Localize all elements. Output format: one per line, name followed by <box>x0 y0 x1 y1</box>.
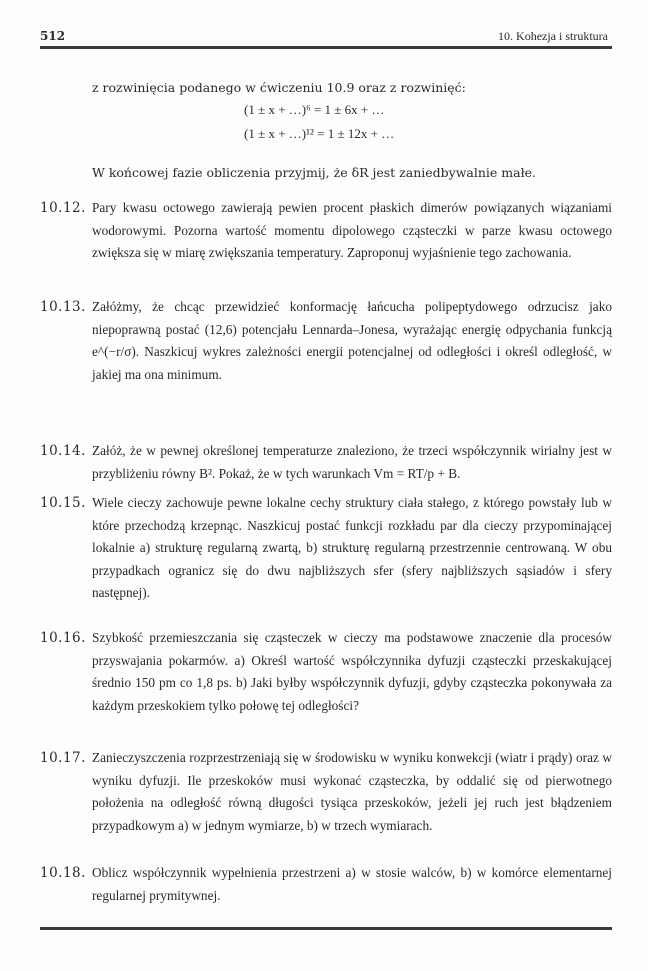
exercise-number: 10.17. <box>40 750 86 766</box>
exercise-text: Załóżmy, że chcąc przewidzieć konformację łańcucha polipeptydowego odrzucisz jako niepoprawną postać (12,6) potencjału Lennarda–Jonesa, wyrażając energię odpychania funkcją e^(−r/σ). Naszkicuj wykres zależności energii potencjalnej od odległości i określ odległość, w jakiej ma ona minimum. <box>92 299 612 382</box>
exercise-number: 10.18. <box>40 865 86 881</box>
exercise-text: Szybkość przemieszczania się cząsteczek w cieczy ma podstawowe znaczenie dla procesów przyswajania pokarmów. a) Określ wartość współczynnika dyfuzji cząsteczki przeskakującej średnio 150 pm co 1,8 ps. b) Jaki byłby współczynnik dyfuzji, gdyby cząsteczka pokonywała za każdym przeskokiem tylko połowę tej odległości? <box>92 630 612 713</box>
page-number: 512 <box>40 29 66 43</box>
exercise-text: Oblicz współczynnik wypełnienia przestrzeni a) w stosie walców, b) w komórce elementarnej regularnej prymitywnej. <box>92 865 612 903</box>
exercise-text: Załóż, że w pewnej określonej temperaturze znaleziono, że trzeci współczynnik wirialny jest w przybliżeniu równy B². Pokaż, że w tych warunkach Vm = RT/p + B. <box>92 443 612 481</box>
exercise-number: 10.15. <box>40 495 86 511</box>
header-rule <box>40 46 612 49</box>
exercise-number: 10.16. <box>40 630 86 646</box>
footer-rule <box>40 927 612 930</box>
equation-1: (1 ± x + …)⁶ = 1 ± 6x + … <box>244 102 385 117</box>
exercise-number: 10.14. <box>40 443 86 459</box>
exercise-text: Pary kwasu octowego zawierają pewien procent płaskich dimerów powiązanych wiązaniami wodorowymi. Pozorna wartość momentu dipolowego cząsteczki w parze kwasu octowego zwiększa się w miarę zwiększania temperatury. Zaproponuj wyjaśnienie tego zachowania. <box>92 200 612 260</box>
intro-text: z rozwinięcia podanego w ćwiczeniu 10.9 oraz z rozwinięć: <box>92 80 466 95</box>
exercise-text: Zanieczyszczenia rozprzestrzeniają się w środowisku w wyniku konwekcji (wiatr i prądy) oraz w wyniku dyfuzji. Ile przeskoków musi wykonać cząsteczka, by oddalić się od pierwotnego położenia na odległość równą długości tysiąca przeskoków, jeżeli jej ruch jest błądzeniem przypadkowym a) w jednym wymiarze, b) w trzech wymiarach. <box>92 750 612 833</box>
intro-note: W końcowej fazie obliczenia przyjmij, że δR jest zaniedbywalnie małe. <box>92 165 537 180</box>
exercise-number: 10.12. <box>40 200 86 216</box>
exercise-number: 10.13. <box>40 299 86 315</box>
exercise-text: Wiele cieczy zachowuje pewne lokalne cechy struktury ciała stałego, z którego powstały lub w które przechodzą krzepnąc. Naszkicuj postać funkcji rozkładu par dla cieczy przypominającej lokalnie a) strukturę regularną zwartą, b) strukturę regularną przestrzennie centrowaną. W obu przypadkach ogranicz się do dwu najbliższych sfer (sfery najbliższych sąsiadów i sfery następnej). <box>92 495 612 600</box>
running-head: 10. Kohezja i struktura <box>498 29 608 43</box>
equation-2: (1 ± x + …)¹² = 1 ± 12x + … <box>244 126 395 141</box>
